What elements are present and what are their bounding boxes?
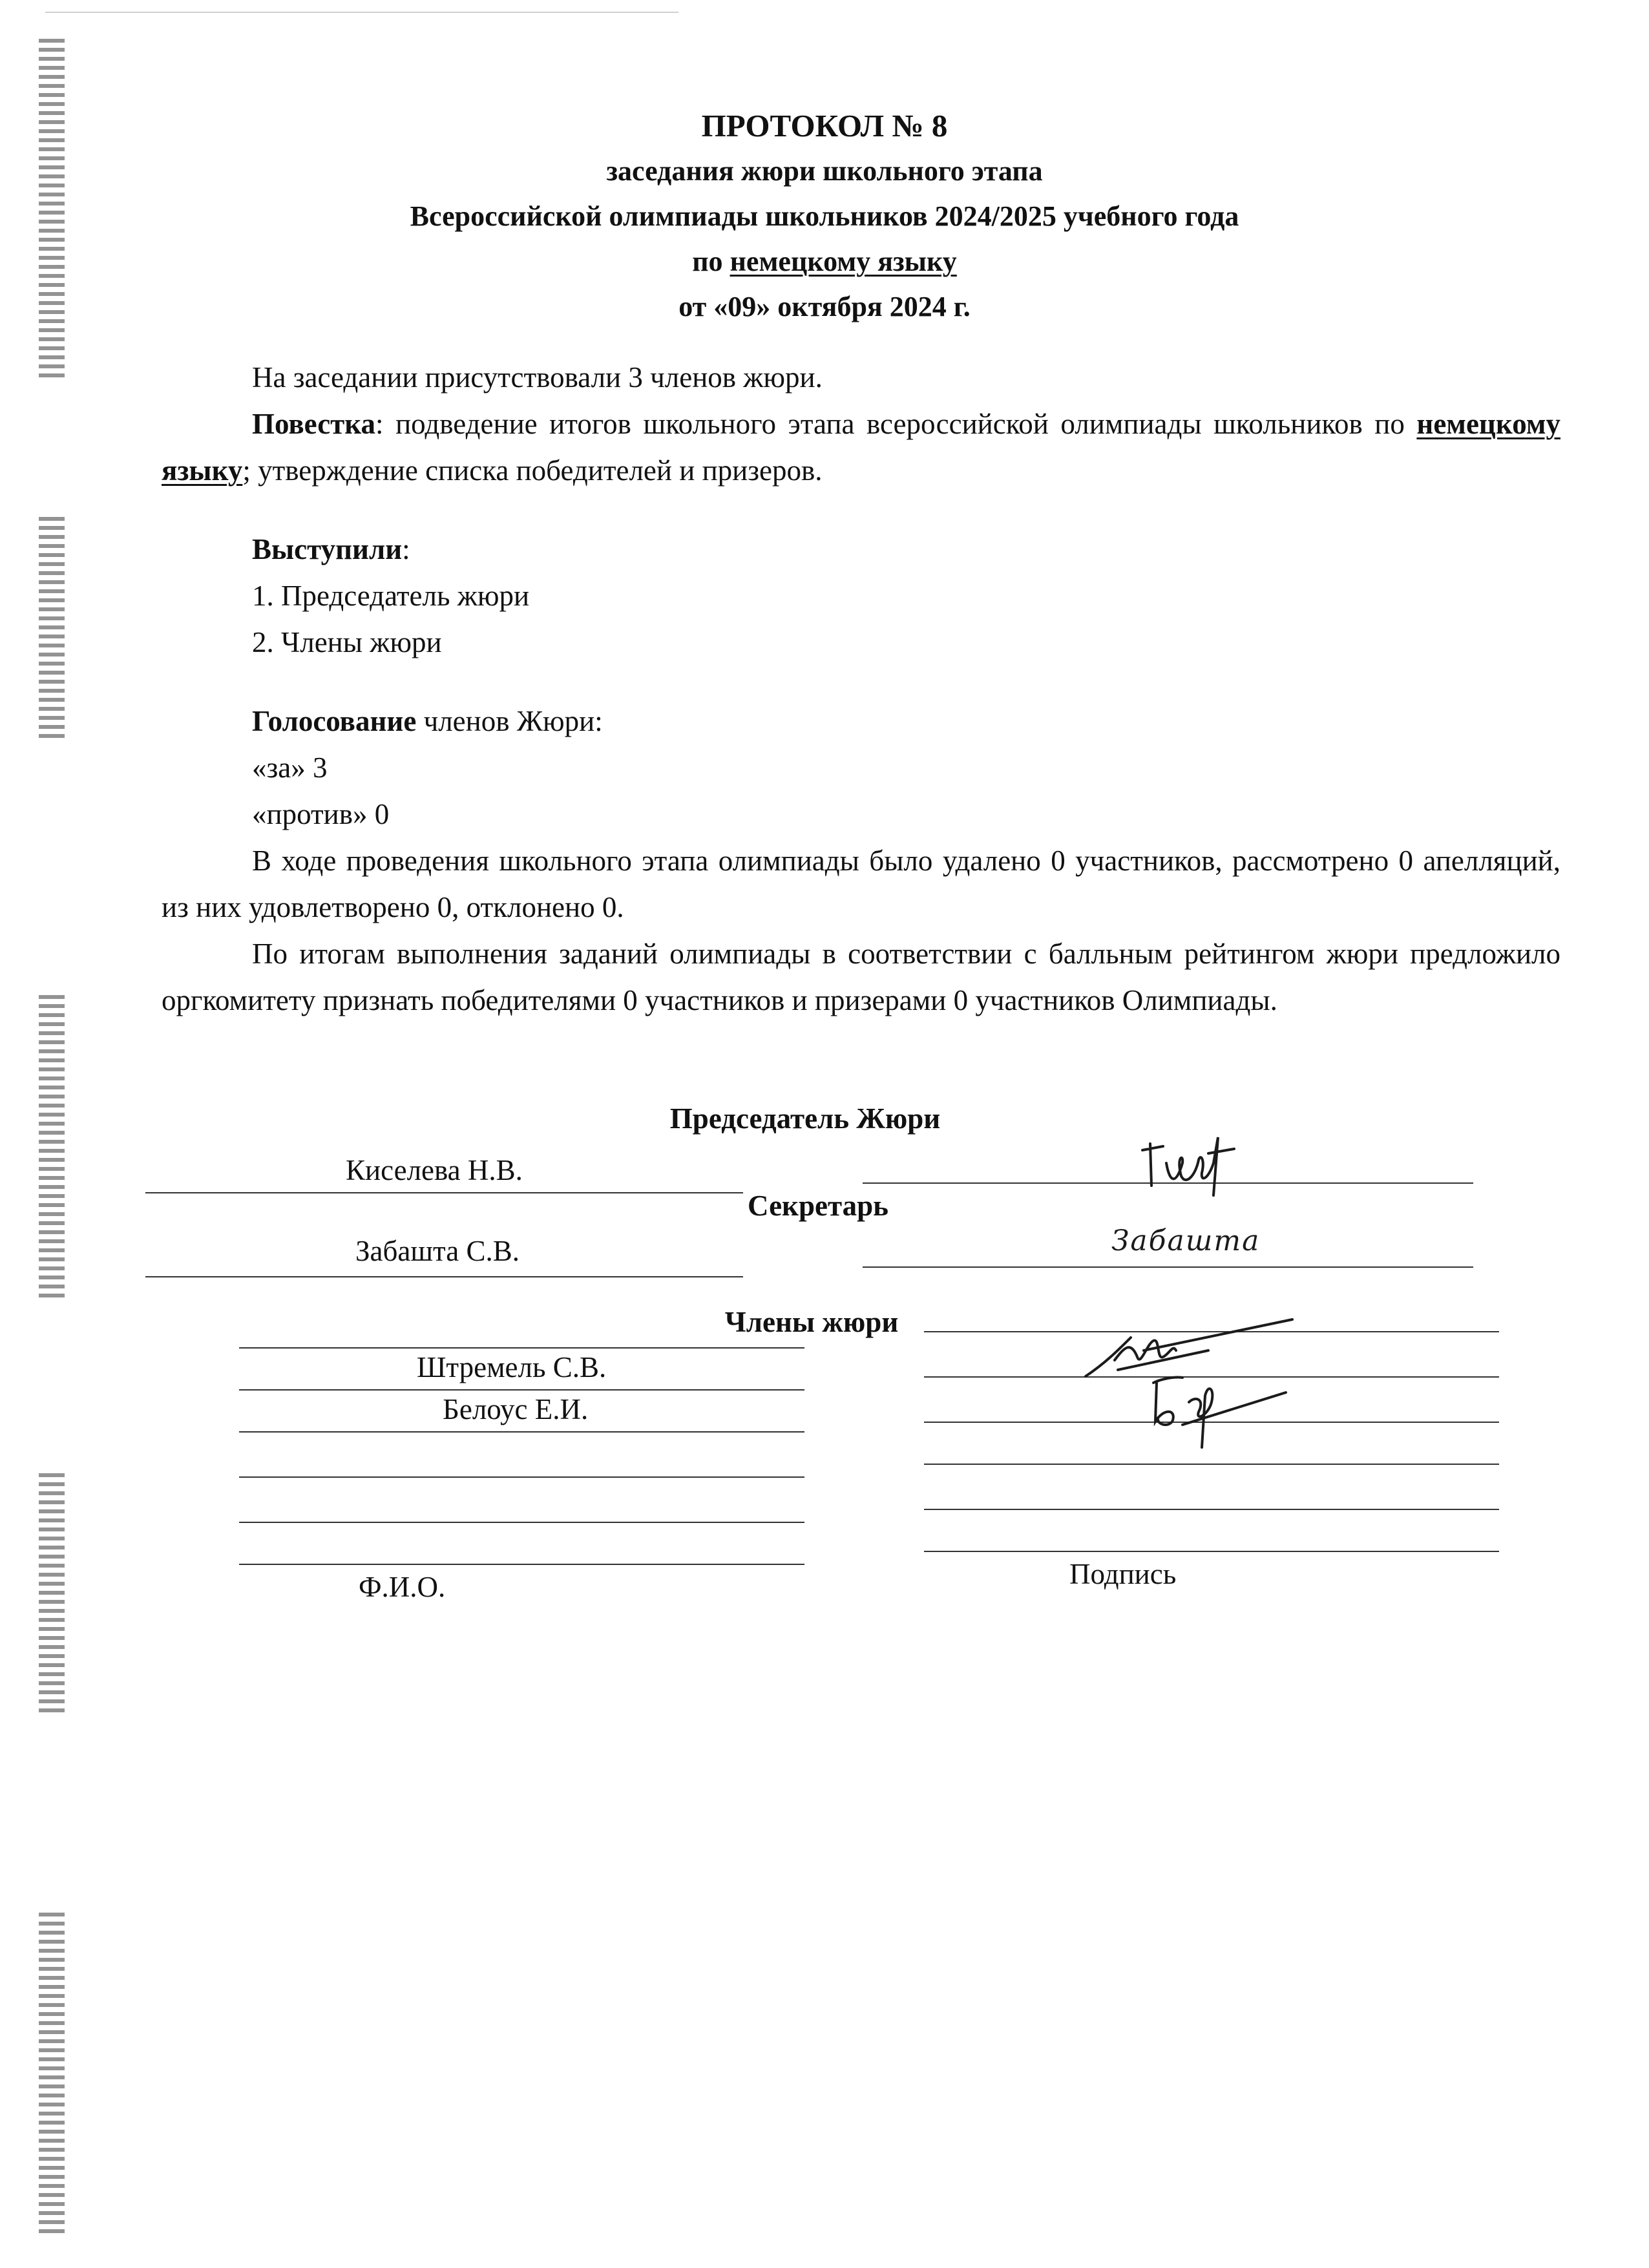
scan-margin-artifact bbox=[39, 1473, 65, 1717]
subject-prefix: по bbox=[692, 246, 730, 277]
chair-name: Киселева Н.В. bbox=[346, 1154, 523, 1186]
secretary-signature: Забашта bbox=[1111, 1224, 1261, 1257]
secretary-label: Секретарь bbox=[748, 1190, 888, 1222]
secretary-name-line bbox=[145, 1276, 743, 1277]
protocol-title: ПРОТОКОЛ № 8 bbox=[701, 108, 948, 143]
fio-label: Ф.И.О. bbox=[359, 1571, 446, 1603]
agenda-label: Повестка bbox=[252, 408, 376, 440]
header-line-meeting: заседания жюри школьного этапа bbox=[606, 155, 1043, 187]
member-name-line bbox=[239, 1476, 804, 1478]
member-name-line bbox=[239, 1347, 804, 1349]
speaker-item: 1. Председатель жюри bbox=[252, 580, 530, 612]
agenda-text-2: ; утверждение списка победителей и призеров. bbox=[242, 454, 823, 487]
member-name-line bbox=[239, 1431, 804, 1433]
agenda-paragraph bbox=[162, 401, 1560, 494]
vote-text: членов Жюри: bbox=[416, 705, 603, 737]
vote-heading bbox=[252, 698, 1560, 744]
speakers-label: Выступили bbox=[252, 533, 403, 565]
scan-margin-artifact bbox=[39, 1913, 65, 2238]
members-label: Члены жюри bbox=[724, 1306, 899, 1338]
sign-label: Подпись bbox=[1069, 1558, 1177, 1590]
document-body bbox=[162, 354, 1560, 1024]
scan-margin-artifact bbox=[39, 517, 65, 743]
header-line-olympiad: Всероссийской олимпиады школьников 2024/2025 учебного года bbox=[410, 200, 1239, 232]
vote-against: «против» 0 bbox=[252, 798, 390, 830]
chair-label: Председатель Жюри bbox=[669, 1102, 941, 1135]
member-name-line bbox=[239, 1564, 804, 1565]
secretary-signature-line bbox=[863, 1266, 1473, 1268]
scan-top-edge bbox=[45, 12, 678, 13]
removed-paragraph: В ходе проведения школьного этапа олимпиады было удалено 0 участников, рассмотрено 0 апелляций, из них удовлетворено 0, отклонено 0. bbox=[162, 845, 1560, 923]
scan-margin-artifact bbox=[39, 995, 65, 1303]
member-signature bbox=[1144, 1363, 1292, 1454]
member-name: Штремель С.В. bbox=[417, 1351, 607, 1383]
member-name-line bbox=[239, 1522, 804, 1523]
subject-name: немецкому языку bbox=[730, 246, 957, 277]
attendance-line: На заседании присутствовали 3 членов жюри. bbox=[252, 361, 823, 394]
result-paragraph: По итогам выполнения заданий олимпиады в соответствии с балльным рейтингом жюри предложило оргкомитету признать победителями 0 участников и призерами 0 участников Олимпиады. bbox=[162, 938, 1560, 1016]
member-name-line bbox=[239, 1389, 804, 1391]
agenda-subject: немецкому языку bbox=[162, 408, 1560, 487]
speakers-heading bbox=[252, 526, 1560, 572]
header-line-date: от «09» октября 2024 г. bbox=[678, 291, 971, 322]
vote-for: «за» 3 bbox=[252, 751, 328, 784]
document-header bbox=[0, 103, 1649, 330]
member-name: Белоус Е.И. bbox=[443, 1393, 589, 1425]
member-signature-line bbox=[924, 1551, 1499, 1552]
member-signature-line bbox=[924, 1464, 1499, 1465]
secretary-name: Забашта С.В. bbox=[355, 1235, 520, 1267]
speakers-colon: : bbox=[402, 533, 410, 565]
member-signature-line bbox=[924, 1509, 1499, 1510]
agenda-text-1: : подведение итогов школьного этапа всероссийской олимпиады школьников по bbox=[375, 408, 1417, 440]
header-line-subject bbox=[0, 239, 1649, 284]
speaker-item: 2. Члены жюри bbox=[252, 626, 442, 658]
vote-label: Голосование bbox=[252, 705, 417, 737]
